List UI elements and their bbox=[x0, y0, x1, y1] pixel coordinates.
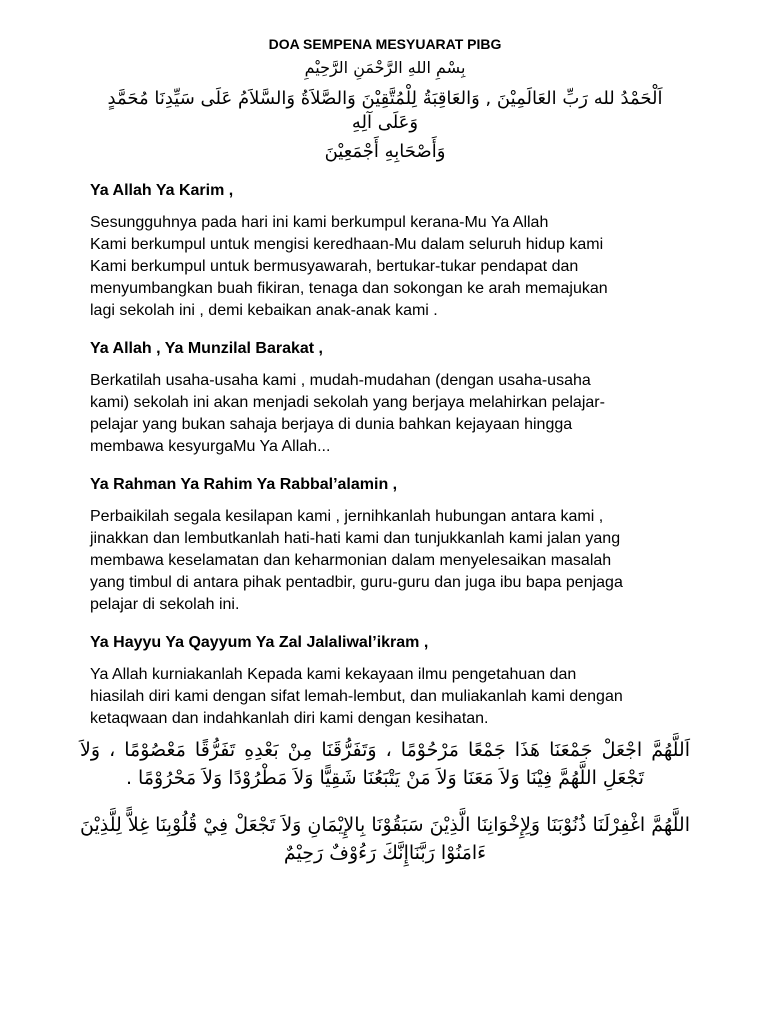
paragraph-line: menyumbangkan buah fikiran, tenaga dan sokongan ke arah memajukan bbox=[90, 279, 608, 297]
opening-praise-line-2: وَأَصْحَابِهِ أَجْمَعِيْنَ bbox=[324, 140, 446, 162]
section-2 bbox=[90, 340, 680, 458]
paragraph-line: hiasilah diri kami dengan sifat lemah-lembut, dan muliakanlah kami dengan bbox=[90, 687, 623, 705]
section-paragraph bbox=[90, 664, 680, 730]
paragraph-line: jinakkan dan lembutkanlah hati-hati kami dan tunjukkanlah kami jalan yang bbox=[90, 529, 621, 547]
document-title: DOA SEMPENA MESYUARAT PIBG bbox=[268, 36, 502, 52]
section-heading: Ya Allah Ya Karim , bbox=[90, 181, 234, 199]
paragraph-line: Kami berkumpul untuk mengisi keredhaan-Mu dalam seluruh hidup kami bbox=[90, 235, 604, 253]
paragraph-line: Kami berkumpul untuk bermusyawarah, bertukar-tukar pendapat dan bbox=[90, 257, 579, 275]
section-paragraph bbox=[90, 212, 680, 322]
opening-praise-line-1: اَلْحَمْدُ لله رَبِّ العَالَمِيْنَ , وَالعَاقِبَةُ لِلْمُتَّقِيْنَ وَالصَّلاَةُ وَالسَّلاَمُ عَلَى سَيِّدِنَا مُحَمَّدٍ وَعَلَى آلِهِ bbox=[107, 88, 663, 134]
section-heading: Ya Allah , Ya Munzilal Barakat , bbox=[90, 339, 323, 357]
section-heading: Ya Rahman Ya Rahim Ya Rabbal’alamin , bbox=[90, 475, 398, 493]
paragraph-line: membawa kesyurgaMu Ya Allah... bbox=[90, 437, 331, 455]
closing-doa-2: اللَّهُمَّ اغْفِرْلَنَا ذُنُوْبَنَا وَلِإِخْوَانِنَا الَّذِيْنَ سَبَقُوْنَا بِالإِيْمَانِ وَلاَ تَجْعَلْ فِيْ قُلُوْبِنَا غِلاًّ لِلَّذِيْنَ ءَامَنُوْا رَبَّنَاإِنَّكَ رَءُوْفٌ رَحِيْمٌ bbox=[80, 813, 690, 865]
closing-doa-1: اَللَّهُمَّ اجْعَلْ جَمْعَنَا هَذَا جَمْعًا مَرْحُوْمًا ، وَتَفَرُّقَنَا مِنْ بَعْدِهِ تَفَرُّقًا مَعْصُوْمًا ، وَلاَ تَجْعَلِ اللَّهُمَّ فِيْنَا وَلاَ مَعَنَا وَلاَ مَنْ يَتْبَعُنَا شَقِيًّا وَلاَ مَطْرُوْدًا وَلاَ مَحْرُوْمًا . bbox=[80, 738, 690, 790]
paragraph-line: Perbaikilah segala kesilapan kami , jernihkanlah hubungan antara kami , bbox=[90, 507, 604, 525]
section-3 bbox=[90, 476, 680, 616]
paragraph-line: lagi sekolah ini , demi kebaikan anak-anak kami . bbox=[90, 301, 438, 319]
paragraph-line: yang timbul di antara pihak pentadbir, guru-guru dan juga ibu bapa penjaga bbox=[90, 573, 623, 591]
paragraph-line: membawa keselamatan dan keharmonian dalam menyelesaikan masalah bbox=[90, 551, 612, 569]
section-4 bbox=[90, 634, 680, 730]
section-paragraph bbox=[90, 370, 680, 458]
paragraph-line: ketaqwaan dan indahkanlah diri kami dengan kesihatan. bbox=[90, 709, 489, 727]
document-page bbox=[80, 36, 690, 868]
basmalah: بِسْمِ اللهِ الرَّحْمَنِ الرَّحِيْمِ bbox=[304, 58, 466, 77]
paragraph-line: Ya Allah kurniakanlah Kepada kami kekayaan ilmu pengetahuan dan bbox=[90, 665, 577, 683]
paragraph-line: kami) sekolah ini akan menjadi sekolah yang berjaya melahirkan pelajar- bbox=[90, 393, 605, 411]
paragraph-line: pelajar di sekolah ini. bbox=[90, 595, 240, 613]
paragraph-line: pelajar yang bukan sahaja berjaya di dunia bahkan kejayaan hingga bbox=[90, 415, 573, 433]
section-paragraph bbox=[90, 506, 680, 616]
section-heading: Ya Hayyu Ya Qayyum Ya Zal Jalaliwal’ikram , bbox=[90, 633, 429, 651]
section-1 bbox=[90, 182, 680, 322]
paragraph-line: Berkatilah usaha-usaha kami , mudah-mudahan (dengan usaha-usaha bbox=[90, 371, 591, 389]
paragraph-line: Sesungguhnya pada hari ini kami berkumpul kerana-Mu Ya Allah bbox=[90, 213, 549, 231]
